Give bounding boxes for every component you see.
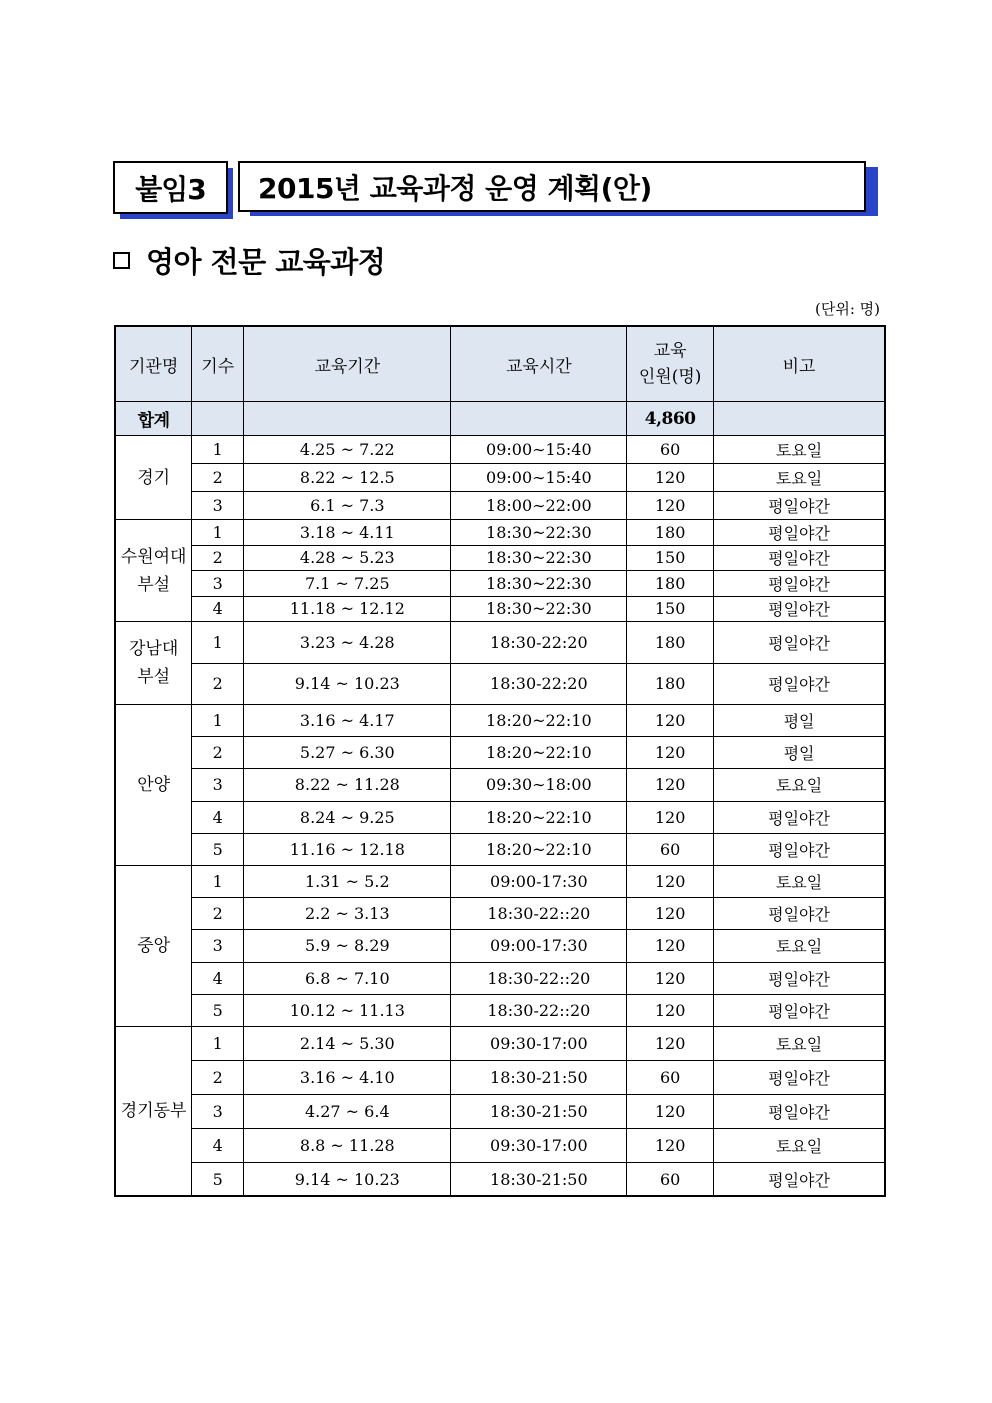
institution-name-line: 수원여대 xyxy=(120,546,187,567)
note-cell: 평일 xyxy=(714,705,885,737)
note-cell: 평일야간 xyxy=(714,962,885,994)
term-cell: 1 xyxy=(192,436,244,464)
count-cell: 180 xyxy=(627,520,714,546)
term-cell: 3 xyxy=(192,571,244,597)
time-cell: 09:00∼15:40 xyxy=(451,436,627,464)
time-cell: 18:30~22:30 xyxy=(451,571,627,597)
institution-cell xyxy=(115,865,192,1026)
term-cell: 2 xyxy=(192,464,244,492)
period-cell: 4.28 ~ 5.23 xyxy=(244,545,451,571)
period-cell: 10.12 ~ 11.13 xyxy=(244,994,451,1026)
note-cell: 평일야간 xyxy=(714,994,885,1026)
table-row xyxy=(115,622,885,664)
count-cell: 120 xyxy=(627,1026,714,1060)
time-cell: 18:30-21:50 xyxy=(451,1094,627,1128)
total-label: 합계 xyxy=(115,402,192,436)
note-cell: 토요일 xyxy=(714,930,885,962)
period-cell: 5.27 ~ 6.30 xyxy=(244,737,451,769)
note-cell: 평일야간 xyxy=(714,1094,885,1128)
note-cell: 평일야간 xyxy=(714,545,885,571)
term-cell: 1 xyxy=(192,865,244,897)
time-cell: 18:20~22:10 xyxy=(451,705,627,737)
time-cell: 09:30-17:00 xyxy=(451,1026,627,1060)
count-cell: 60 xyxy=(627,1060,714,1094)
period-cell: 7.1 ~ 7.25 xyxy=(244,571,451,597)
note-cell: 평일 xyxy=(714,737,885,769)
term-cell: 2 xyxy=(192,898,244,930)
count-cell: 120 xyxy=(627,769,714,801)
header-count xyxy=(627,326,714,402)
period-cell: 1.31 ~ 5.2 xyxy=(244,865,451,897)
term-cell: 5 xyxy=(192,833,244,865)
count-cell: 180 xyxy=(627,622,714,664)
header-count-line2: 인원(명) xyxy=(638,367,702,387)
term-cell: 3 xyxy=(192,930,244,962)
institution-name-line: 강남대 xyxy=(128,639,179,659)
time-cell: 18:30-22::20 xyxy=(451,962,627,994)
institution-cell xyxy=(115,520,192,622)
table-row xyxy=(115,801,885,833)
period-cell: 4.27 ~ 6.4 xyxy=(244,1094,451,1128)
table-row xyxy=(115,1094,885,1128)
total-row xyxy=(115,402,885,436)
period-cell: 3.16 ~ 4.10 xyxy=(244,1060,451,1094)
count-cell: 120 xyxy=(627,898,714,930)
table-row xyxy=(115,962,885,994)
term-cell: 2 xyxy=(192,1060,244,1094)
time-cell: 18:30-21:50 xyxy=(451,1060,627,1094)
count-cell: 120 xyxy=(627,865,714,897)
page-title: 2015년 교육과정 운영 계획(안) xyxy=(238,161,866,212)
time-cell: 18:30~22:30 xyxy=(451,545,627,571)
term-cell: 1 xyxy=(192,705,244,737)
note-cell: 평일야간 xyxy=(714,571,885,597)
term-cell: 5 xyxy=(192,1162,244,1196)
table-row xyxy=(115,737,885,769)
time-cell: 18:20~22:10 xyxy=(451,801,627,833)
term-cell: 3 xyxy=(192,769,244,801)
time-cell: 18:00∼22:00 xyxy=(451,492,627,520)
note-cell: 평일야간 xyxy=(714,596,885,622)
note-cell: 평일야간 xyxy=(714,833,885,865)
note-cell: 평일야간 xyxy=(714,1060,885,1094)
institution-name-line: 중앙 xyxy=(137,935,171,956)
time-cell: 18:30-22:20 xyxy=(451,663,627,705)
table-row xyxy=(115,769,885,801)
count-cell: 120 xyxy=(627,492,714,520)
institution-name-line: 경기 xyxy=(137,467,171,488)
count-cell: 150 xyxy=(627,596,714,622)
time-cell: 18:30~22:30 xyxy=(451,520,627,546)
period-cell: 11.18 ~ 12.12 xyxy=(244,596,451,622)
term-cell: 2 xyxy=(192,545,244,571)
note-cell: 토요일 xyxy=(714,1128,885,1162)
note-cell: 토요일 xyxy=(714,464,885,492)
term-cell: 4 xyxy=(192,962,244,994)
term-cell: 1 xyxy=(192,622,244,664)
table-row xyxy=(115,596,885,622)
header-institution: 기관명 xyxy=(115,326,192,402)
total-empty-cell xyxy=(451,402,627,436)
attachment-tag-label: 붙임3 xyxy=(113,161,228,214)
section-heading xyxy=(113,240,385,281)
table-row xyxy=(115,545,885,571)
table-row xyxy=(115,1128,885,1162)
institution-cell xyxy=(115,1026,192,1196)
table-row xyxy=(115,436,885,464)
term-cell: 5 xyxy=(192,994,244,1026)
count-cell: 120 xyxy=(627,994,714,1026)
period-cell: 9.14 ~ 10.23 xyxy=(244,663,451,705)
total-empty-cell xyxy=(244,402,451,436)
header-term: 기수 xyxy=(192,326,244,402)
term-cell: 2 xyxy=(192,737,244,769)
count-cell: 120 xyxy=(627,930,714,962)
table-row xyxy=(115,994,885,1026)
period-cell: 6.1 ~ 7.3 xyxy=(244,492,451,520)
title-banner xyxy=(238,161,866,212)
period-cell: 3.16 ~ 4.17 xyxy=(244,705,451,737)
header-count-line1: 교육 xyxy=(653,341,687,361)
count-cell: 120 xyxy=(627,464,714,492)
count-cell: 120 xyxy=(627,1128,714,1162)
institution-name-line: 안양 xyxy=(137,774,171,795)
table-row xyxy=(115,1026,885,1060)
term-cell: 1 xyxy=(192,1026,244,1060)
period-cell: 3.18 ~ 4.11 xyxy=(244,520,451,546)
note-cell: 토요일 xyxy=(714,436,885,464)
count-cell: 180 xyxy=(627,571,714,597)
note-cell: 평일야간 xyxy=(714,1162,885,1196)
time-cell: 09:30-17:00 xyxy=(451,1128,627,1162)
note-cell: 토요일 xyxy=(714,865,885,897)
term-cell: 3 xyxy=(192,492,244,520)
table-header-row xyxy=(115,326,885,402)
count-cell: 150 xyxy=(627,545,714,571)
note-cell: 평일야간 xyxy=(714,520,885,546)
institution-cell xyxy=(115,436,192,520)
section-heading-text: 영아 전문 교육과정 xyxy=(146,245,386,279)
period-cell: 6.8 ~ 7.10 xyxy=(244,962,451,994)
table-row xyxy=(115,833,885,865)
time-cell: 18:30-22::20 xyxy=(451,994,627,1026)
count-cell: 120 xyxy=(627,1094,714,1128)
period-cell: 9.14 ~ 10.23 xyxy=(244,1162,451,1196)
period-cell: 11.16 ~ 12.18 xyxy=(244,833,451,865)
attachment-tag xyxy=(113,161,228,214)
table-row xyxy=(115,705,885,737)
period-cell: 5.9 ~ 8.29 xyxy=(244,930,451,962)
term-cell: 4 xyxy=(192,596,244,622)
time-cell: 18:30-22::20 xyxy=(451,898,627,930)
time-cell: 09:30∼18:00 xyxy=(451,769,627,801)
note-cell: 평일야간 xyxy=(714,622,885,664)
count-cell: 120 xyxy=(627,705,714,737)
period-cell: 2.14 ~ 5.30 xyxy=(244,1026,451,1060)
period-cell: 2.2 ~ 3.13 xyxy=(244,898,451,930)
term-cell: 4 xyxy=(192,1128,244,1162)
period-cell: 3.23 ~ 4.28 xyxy=(244,622,451,664)
total-count: 4,860 xyxy=(627,402,714,436)
table-row xyxy=(115,1162,885,1196)
time-cell: 18:30-21:50 xyxy=(451,1162,627,1196)
schedule-table xyxy=(114,325,886,1197)
time-cell: 09:00-17:30 xyxy=(451,930,627,962)
period-cell: 8.8 ~ 11.28 xyxy=(244,1128,451,1162)
time-cell: 18:30~22:30 xyxy=(451,596,627,622)
term-cell: 1 xyxy=(192,520,244,546)
note-cell: 평일야간 xyxy=(714,663,885,705)
total-empty-cell xyxy=(192,402,244,436)
time-cell: 09:00-17:30 xyxy=(451,865,627,897)
institution-name-line: 경기동부 xyxy=(120,1101,187,1122)
institution-cell xyxy=(115,705,192,866)
period-cell: 8.22 ~ 11.28 xyxy=(244,769,451,801)
institution-cell xyxy=(115,622,192,705)
checkbox-bullet-icon xyxy=(113,252,130,269)
note-cell: 토요일 xyxy=(714,1026,885,1060)
header-time: 교육시간 xyxy=(451,326,627,402)
count-cell: 60 xyxy=(627,436,714,464)
table-row xyxy=(115,1060,885,1094)
time-cell: 18:20~22:10 xyxy=(451,737,627,769)
note-cell: 평일야간 xyxy=(714,898,885,930)
count-cell: 120 xyxy=(627,962,714,994)
table-row xyxy=(115,571,885,597)
table-row xyxy=(115,663,885,705)
table-row xyxy=(115,464,885,492)
count-cell: 180 xyxy=(627,663,714,705)
total-empty-cell xyxy=(714,402,885,436)
note-cell: 평일야간 xyxy=(714,492,885,520)
term-cell: 2 xyxy=(192,663,244,705)
unit-note: (단위: 명) xyxy=(815,300,880,318)
table-row xyxy=(115,492,885,520)
table-row xyxy=(115,930,885,962)
table-row xyxy=(115,898,885,930)
term-cell: 4 xyxy=(192,801,244,833)
note-cell: 토요일 xyxy=(714,769,885,801)
time-cell: 18:30-22:20 xyxy=(451,622,627,664)
header-note: 비고 xyxy=(714,326,885,402)
period-cell: 8.24 ~ 9.25 xyxy=(244,801,451,833)
count-cell: 60 xyxy=(627,833,714,865)
term-cell: 3 xyxy=(192,1094,244,1128)
period-cell: 4.25 ~ 7.22 xyxy=(244,436,451,464)
count-cell: 120 xyxy=(627,801,714,833)
table-row xyxy=(115,520,885,546)
header-period: 교육기간 xyxy=(244,326,451,402)
institution-name-line: 부설 xyxy=(137,667,171,687)
note-cell: 평일야간 xyxy=(714,801,885,833)
time-cell: 18:20~22:10 xyxy=(451,833,627,865)
count-cell: 60 xyxy=(627,1162,714,1196)
table-row xyxy=(115,865,885,897)
institution-name-line: 부설 xyxy=(137,574,171,595)
count-cell: 120 xyxy=(627,737,714,769)
period-cell: 8.22 ~ 12.5 xyxy=(244,464,451,492)
time-cell: 09:00∼15:40 xyxy=(451,464,627,492)
